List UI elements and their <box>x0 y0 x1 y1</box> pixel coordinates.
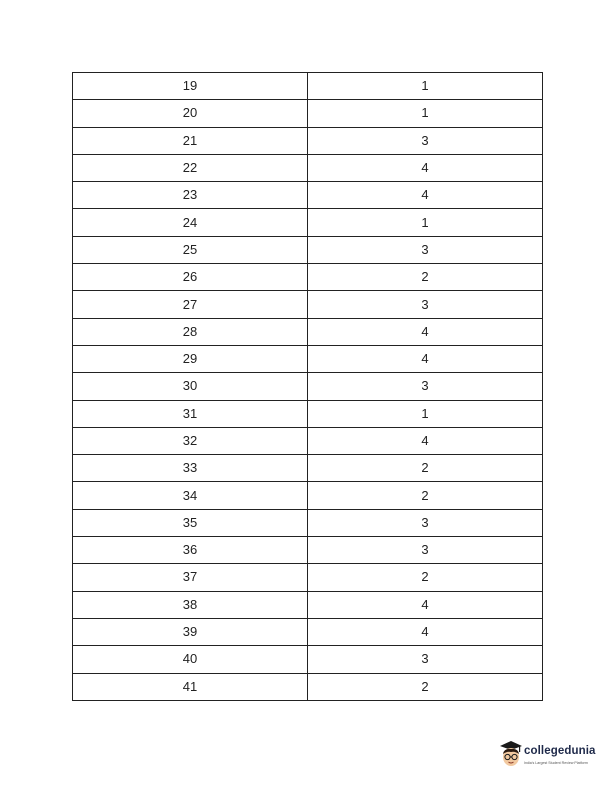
table-row <box>73 673 543 700</box>
answer-cell: 4 <box>308 318 543 345</box>
question-number-cell: 40 <box>73 646 308 673</box>
answer-cell: 1 <box>308 73 543 100</box>
answer-cell: 4 <box>308 154 543 181</box>
table-row <box>73 400 543 427</box>
answer-cell: 4 <box>308 182 543 209</box>
table-row <box>73 646 543 673</box>
table-row <box>73 537 543 564</box>
question-number-cell: 25 <box>73 236 308 263</box>
answer-cell: 4 <box>308 427 543 454</box>
answer-rows <box>73 73 543 701</box>
answer-cell: 2 <box>308 455 543 482</box>
question-number-cell: 34 <box>73 482 308 509</box>
table-row <box>73 345 543 372</box>
question-number-cell: 19 <box>73 73 308 100</box>
question-number-cell: 23 <box>73 182 308 209</box>
question-number-cell: 24 <box>73 209 308 236</box>
answer-cell: 4 <box>308 591 543 618</box>
question-number-cell: 21 <box>73 127 308 154</box>
question-number-cell: 32 <box>73 427 308 454</box>
question-number-cell: 33 <box>73 455 308 482</box>
answer-cell: 4 <box>308 345 543 372</box>
question-number-cell: 27 <box>73 291 308 318</box>
table-row <box>73 373 543 400</box>
table-row <box>73 427 543 454</box>
answer-cell: 3 <box>308 236 543 263</box>
answer-cell: 3 <box>308 537 543 564</box>
answer-key-table <box>72 72 543 701</box>
question-number-cell: 37 <box>73 564 308 591</box>
answer-cell: 3 <box>308 509 543 536</box>
table-row <box>73 482 543 509</box>
table-row <box>73 291 543 318</box>
table-row <box>73 564 543 591</box>
answer-cell: 4 <box>308 618 543 645</box>
table-row <box>73 127 543 154</box>
answer-cell: 3 <box>308 373 543 400</box>
question-number-cell: 28 <box>73 318 308 345</box>
question-number-cell: 26 <box>73 264 308 291</box>
answer-cell: 3 <box>308 291 543 318</box>
question-number-cell: 41 <box>73 673 308 700</box>
question-number-cell: 30 <box>73 373 308 400</box>
answer-cell: 3 <box>308 127 543 154</box>
question-number-cell: 36 <box>73 537 308 564</box>
table-row <box>73 264 543 291</box>
table-row <box>73 182 543 209</box>
collegedunia-logo[interactable] <box>497 738 612 778</box>
question-number-cell: 29 <box>73 345 308 372</box>
table-row <box>73 618 543 645</box>
table-row <box>73 591 543 618</box>
answer-cell: 2 <box>308 564 543 591</box>
answer-cell: 2 <box>308 264 543 291</box>
table-row <box>73 154 543 181</box>
table-row <box>73 100 543 127</box>
logo-tagline: India's Largest Student Review Platform <box>524 761 588 765</box>
table-row <box>73 509 543 536</box>
table-row <box>73 455 543 482</box>
question-number-cell: 38 <box>73 591 308 618</box>
question-number-cell: 22 <box>73 154 308 181</box>
answer-cell: 1 <box>308 400 543 427</box>
table-row <box>73 209 543 236</box>
table-row <box>73 236 543 263</box>
answer-cell: 1 <box>308 209 543 236</box>
table-row <box>73 73 543 100</box>
question-number-cell: 31 <box>73 400 308 427</box>
question-number-cell: 20 <box>73 100 308 127</box>
table-row <box>73 318 543 345</box>
answer-cell: 2 <box>308 482 543 509</box>
answer-cell: 3 <box>308 646 543 673</box>
question-number-cell: 35 <box>73 509 308 536</box>
logo-wordmark: collegedunia <box>524 745 596 757</box>
student-mascot-icon <box>497 738 525 770</box>
question-number-cell: 39 <box>73 618 308 645</box>
answer-cell: 1 <box>308 100 543 127</box>
answer-cell: 2 <box>308 673 543 700</box>
